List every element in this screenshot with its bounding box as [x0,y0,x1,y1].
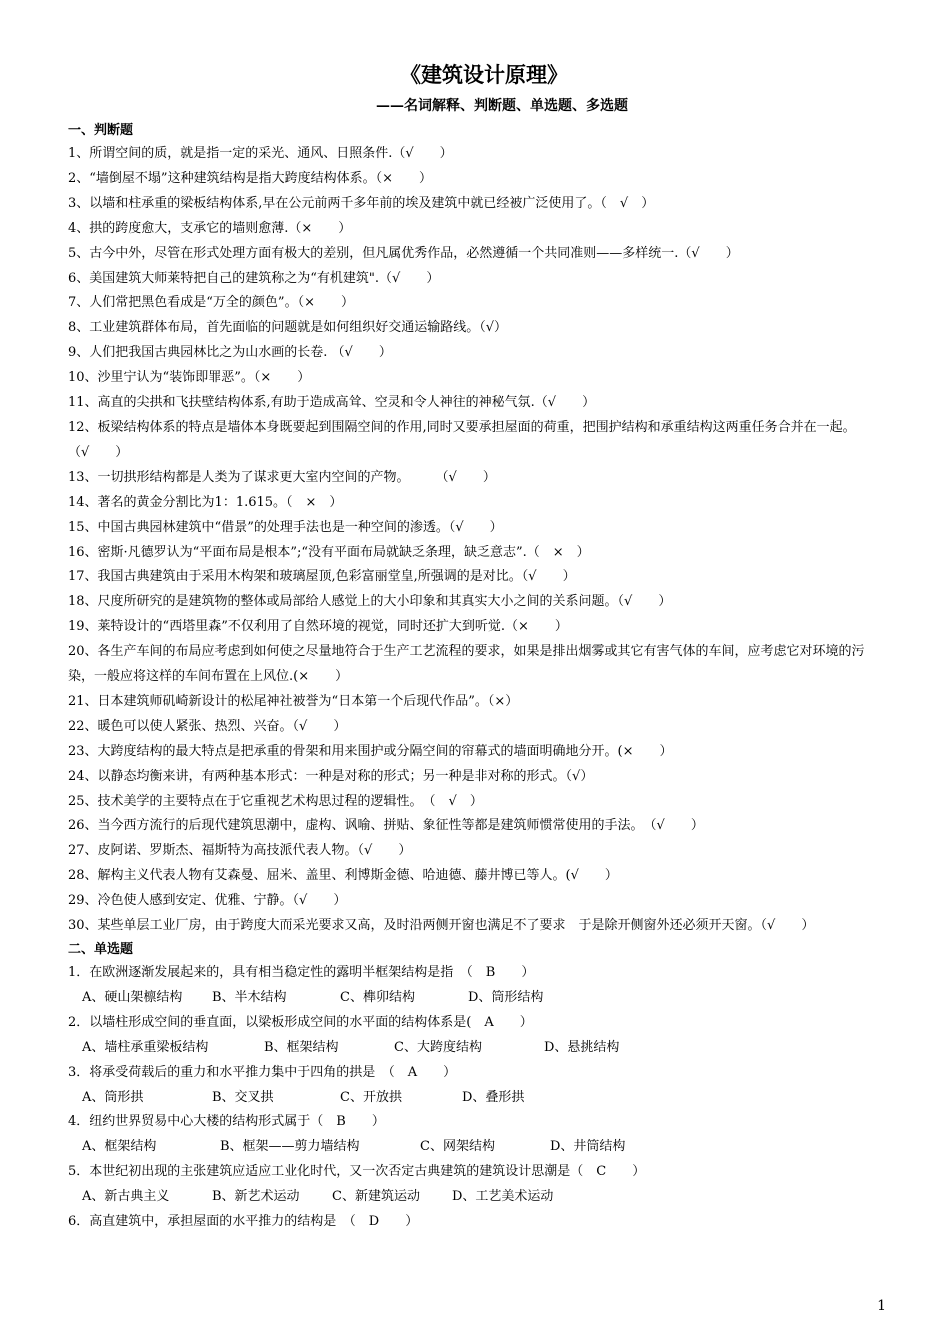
choice-option: A、框架结构 [82,1139,157,1155]
true-false-item: 3、以墙和柱承重的梁板结构体系,早在公元前两千多年前的埃及建筑中就已经被广泛使用了。（ √ ） [68,195,655,211]
true-false-item: 14、著名的黄金分割比为1：1.615。（ × ） [68,494,343,510]
section-heading-true-false: 一、判断题 [68,123,134,138]
single-choice-question: 4．纽约世界贸易中心大楼的结构形式属于（ B ） [68,1114,385,1130]
true-false-list [68,142,890,939]
true-false-item: 7、人们常把黑色看成是“万全的颜色”。（× ） [68,295,354,311]
section-heading-single-choice: 二、单选题 [68,942,134,957]
true-false-item: 13、一切拱形结构都是人类为了谋求更大室内空间的产物。 （√ ） [68,469,496,485]
true-false-item: 19、莱特设计的“西塔里森”不仅利用了自然环境的视觉，同时还扩大到听觉.（× ） [68,619,568,635]
true-false-item: 18、尺度所研究的是建筑物的整体或局部给人感觉上的大小印象和其真实大小之间的关系问题。（√ ） [68,594,672,610]
true-false-item: 5、古今中外，尽管在形式处理方面有极大的差别，但凡属优秀作品，必然遵循一个共同准则——多样统一.（√ ） [68,245,739,261]
choice-option: B、交叉拱 [212,1089,274,1105]
choice-option: C、新建筑运动 [332,1189,420,1205]
true-false-item: 27、皮阿诺、罗斯杰、福斯特为高技派代表人物。（√ ） [68,843,412,859]
single-choice-options [68,1086,890,1111]
true-false-item: 11、高直的尖拱和飞扶壁结构体系,有助于造成高耸、空灵和令人神往的神秘气氛.（√ ） [68,395,596,411]
true-false-item: 28、解构主义代表人物有艾森曼、屈米、盖里、利博斯金德、哈迪德、藤井博已等人。(√ ） [68,868,618,884]
single-choice-question: 6．高直建筑中，承担屋面的水平推力的结构是 （ D ） [68,1214,419,1230]
choice-option: D、悬挑结构 [544,1039,620,1055]
choice-option: C、网架结构 [420,1139,495,1155]
true-false-item: 4、拱的跨度愈大，支承它的墙则愈薄.（× ） [68,220,352,236]
single-choice-question: 2．以墙柱形成空间的垂直面，以梁板形成空间的水平面的结构体系是( A ） [68,1014,533,1030]
true-false-item: 8、工业建筑群体布局，首先面临的问题就是如何组织好交通运输路线。（√） [68,320,508,336]
single-choice-options [68,1135,890,1160]
document-page [68,58,890,1235]
choice-option: B、半木结构 [212,989,287,1005]
document-title: 《建筑设计原理》 [400,62,568,87]
true-false-item: 10、沙里宁认为“装饰即罪恶”。（× ） [68,370,311,386]
true-false-item: 22、暖色可以使人紧张、热烈、兴奋。（√ ） [68,718,347,734]
true-false-item: 6、美国建筑大师莱特把自己的建筑称之为“有机建筑".（√ ） [68,270,440,286]
single-choice-options [68,986,890,1011]
choice-option: D、工艺美术运动 [452,1189,554,1205]
true-false-item: 1、所谓空间的质，就是指一定的采光、通风、日照条件.（√ ） [68,146,453,161]
true-false-item: 16、密斯·凡德罗认为“平面布局是根本”;“没有平面布局就缺乏条理，缺乏意志”.（ × ） [68,544,590,560]
true-false-item: 26、当今西方流行的后现代建筑思潮中，虚构、讽喻、拼贴、象征性等都是建筑师惯常使用的手法。 （√ ） [68,818,704,834]
single-choice-options [68,1185,890,1210]
choice-option: C、大跨度结构 [394,1039,482,1055]
true-false-item: 29、冷色使人感到安定、优雅、宁静。（√ ） [68,893,347,909]
choice-option: C、榫卯结构 [340,989,415,1005]
true-false-item: 20、各生产车间的布局应考虑到如何使之尽量地符合于生产工艺流程的要求，如果是排出烟雾或其它有害气体的车间，应考虑它对环境的污染，一般应将这样的车间布置在上风位.(× ） [68,644,865,685]
true-false-item: 25、技术美学的主要特点在于它重视艺术构思过程的逻辑性。 （ √ ） [68,793,483,809]
true-false-item: 9、人们把我国古典园林比之为山水画的长卷. （√ ） [68,345,392,361]
choice-option: D、叠形拱 [462,1089,525,1105]
document-subtitle: ——名词解释、判断题、单选题、多选题 [376,98,628,114]
true-false-item: 30、某些单层工业厂房，由于跨度大而采光要求又高，及时沿两侧开窗也满足不了要求 于是除开侧窗外还必须开天窗。（√ ） [68,918,815,934]
choice-option: B、框架结构 [264,1039,339,1055]
page-number: 1 [877,1298,886,1314]
single-choice-question: 1．在欧洲逐渐发展起来的，具有相当稳定性的露明半框架结构是指 （ B ） [68,965,535,980]
true-false-item: 2、“墙倒屋不塌”这种建筑结构是指大跨度结构体系。（× ） [68,170,432,186]
true-false-item: 15、中国古典园林建筑中“借景”的处理手法也是一种空间的渗透。（√ ） [68,519,503,535]
choice-option: A、硬山架檩结构 [82,989,183,1005]
single-choice-question: 3．将承受荷载后的重力和水平推力集中于四角的拱是 （ A ） [68,1064,457,1080]
choice-option: D、筒形结构 [468,989,544,1005]
choice-option: A、墙柱承重梁板结构 [82,1039,209,1055]
choice-option: D、井筒结构 [550,1139,626,1155]
true-false-item: 12、板梁结构体系的特点是墙体本身既要起到围隔空间的作用,同时又要承担屋面的荷重，把围护结构和承重结构这两重任务合并在一起。 （√ ） [68,419,867,460]
choice-option: C、开放拱 [340,1089,402,1105]
choice-option: A、筒形拱 [82,1089,144,1105]
true-false-item: 21、日本建筑师矶崎新设计的松尾神社被誉为“日本第一个后现代作品”。（×） [68,693,519,709]
single-choice-list [68,961,890,1235]
true-false-item: 24、以静态均衡来讲，有两种基本形式：一种是对称的形式；另一种是非对称的形式。（√） [68,768,594,784]
true-false-item: 17、我国古典建筑由于采用木构架和玻璃屋顶,色彩富丽堂皇,所强调的是对比。（√ ） [68,569,576,585]
choice-option: A、新古典主义 [82,1189,170,1205]
choice-option: B、新艺术运动 [212,1189,300,1205]
single-choice-question: 5．本世纪初出现的主张建筑应适应工业化时代，又一次否定古典建筑的建筑设计思潮是（ C ） [68,1164,646,1180]
true-false-item: 23、大跨度结构的最大特点是把承重的骨架和用来围护或分隔空间的帘幕式的墙面明确地分开。(× ） [68,743,673,759]
choice-option: B、框架——剪力墙结构 [220,1139,360,1155]
single-choice-options [68,1036,890,1061]
